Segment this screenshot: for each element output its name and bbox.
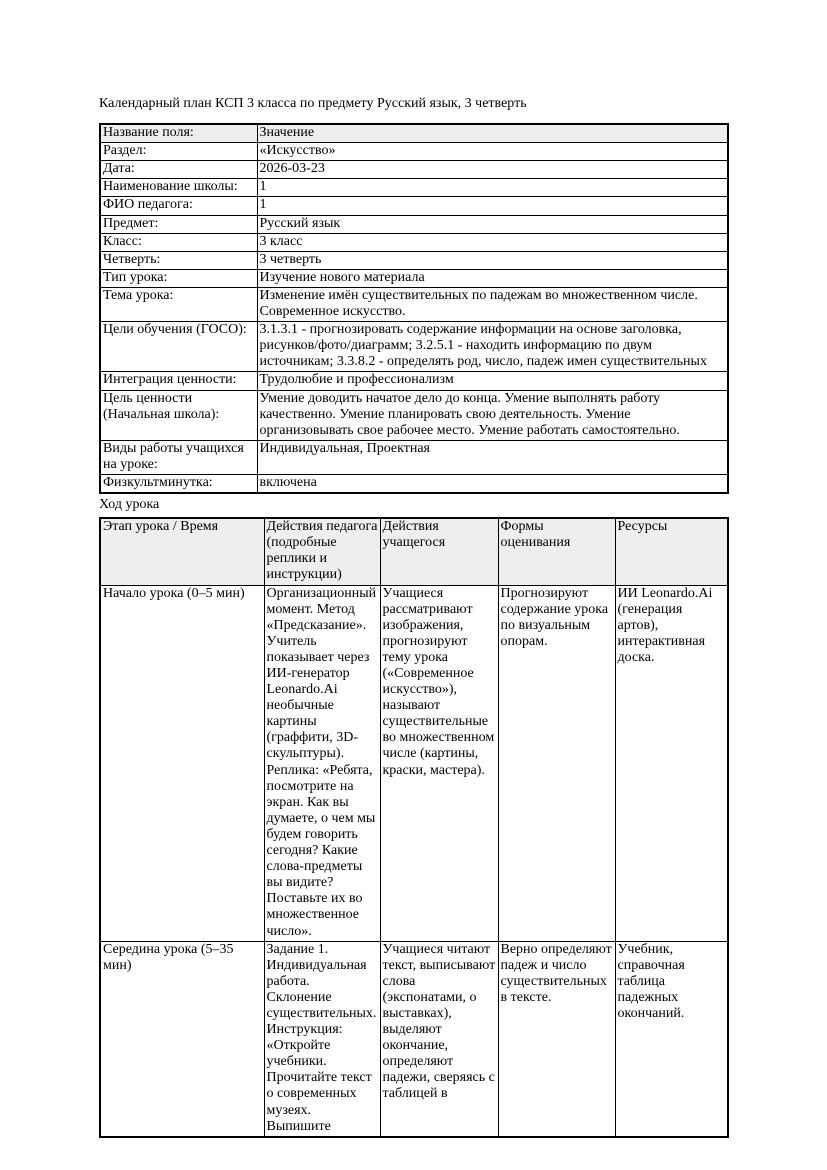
field-value-cell: 3 класс xyxy=(257,233,728,251)
field-label-cell: Физкультминутка: xyxy=(100,474,257,493)
field-value-cell: Изменение имён существительных по падежам во множественном числе. Современное искусство. xyxy=(257,287,728,321)
stage-cell: Начало урока (0–5 мин) xyxy=(100,585,264,941)
meta-row xyxy=(100,440,728,474)
field-label-cell: ФИО педагога: xyxy=(100,197,257,215)
teacher-actions-cell: Задание 1. Индивидуальная работа. Склонение существительных. Инструкция: «Откройте учебники. Прочитайте текст о современных музеях. Выпишите xyxy=(264,941,380,1137)
field-value-cell: Русский язык xyxy=(257,215,728,233)
field-label-cell: Тип урока: xyxy=(100,269,257,287)
page-title: Календарный план КСП 3 класса по предмету Русский язык, 3 четверть xyxy=(99,96,527,111)
flow-column-header: Формы оценивания xyxy=(498,518,615,585)
field-label-cell: Дата: xyxy=(100,161,257,179)
field-value-cell: Умение доводить начатое дело до конца. Умение выполнять работу качественно. Умение планировать свою деятельность. Умение организовывать свое рабочее место. Умение работать самостоятельно. xyxy=(257,390,728,440)
field-value-cell: 2026-03-23 xyxy=(257,161,728,179)
field-label-cell: Цели обучения (ГОСО): xyxy=(100,322,257,372)
flow-row xyxy=(100,585,728,941)
flow-row xyxy=(100,941,728,1137)
field-value-cell: Трудолюбие и профессионализм xyxy=(257,372,728,390)
meta-row xyxy=(100,215,728,233)
field-label-cell: Четверть: xyxy=(100,251,257,269)
teacher-actions-cell: Организационный момент. Метод «Предсказание». Учитель показывает через ИИ-генератор Leonardo.Ai необычные картины (граффити, 3D-скульптуры). Реплика: «Ребята, посмотрите на экран. Как вы думаете, о чем мы будем говорить сегодня? Какие слова-предметы вы видите? Поставьте их во множественное число». xyxy=(264,585,380,941)
field-label-cell: Виды работы учащихся на уроке: xyxy=(100,440,257,474)
field-value-cell: «Искусство» xyxy=(257,143,728,161)
field-label-cell: Наименование школы: xyxy=(100,179,257,197)
meta-row xyxy=(100,287,728,321)
meta-table-body xyxy=(100,124,728,493)
field-value-cell: 3.1.3.1 - прогнозировать содержание информации на основе заголовка, рисунков/фото/диаграмм; 3.2.5.1 - находить информацию по двум источникам; 3.3.8.2 - определять род, число, падеж имен существительных xyxy=(257,322,728,372)
field-value-header: Значение xyxy=(257,124,728,143)
lesson-meta-table xyxy=(99,123,729,494)
section-heading: Ход урока xyxy=(99,497,160,513)
meta-row xyxy=(100,269,728,287)
field-value-cell: Изучение нового материала xyxy=(257,269,728,287)
field-label-cell: Тема урока: xyxy=(100,287,257,321)
meta-row xyxy=(100,179,728,197)
field-value-cell: Индивидуальная, Проектная xyxy=(257,440,728,474)
flow-header-row xyxy=(100,518,728,585)
assessment-cell: Прогнозируют содержание урока по визуальным опорам. xyxy=(498,585,615,941)
meta-row xyxy=(100,474,728,493)
field-label-cell: Класс: xyxy=(100,233,257,251)
flow-column-header: Действия педагога (подробные реплики и инструкции) xyxy=(264,518,380,585)
assessment-cell: Верно определяют падеж и число существительных в тексте. xyxy=(498,941,615,1137)
flow-table-body xyxy=(100,518,728,1137)
student-actions-cell: Учащиеся читают текст, выписывают слова (экспонатами, о выставках), выделяют окончание, определяют падежи, сверяясь с таблицей в xyxy=(380,941,498,1137)
field-label-cell: Цель ценности (Начальная школа): xyxy=(100,390,257,440)
resources-cell: ИИ Leonardo.Ai (генерация артов), интерактивная доска. xyxy=(615,585,728,941)
meta-row xyxy=(100,372,728,390)
field-value-cell: 1 xyxy=(257,179,728,197)
resources-cell: Учебник, справочная таблица падежных окончаний. xyxy=(615,941,728,1137)
flow-column-header: Ресурсы xyxy=(615,518,728,585)
meta-row xyxy=(100,143,728,161)
flow-column-header: Действия учащегося xyxy=(380,518,498,585)
meta-row xyxy=(100,390,728,440)
meta-row xyxy=(100,322,728,372)
meta-row xyxy=(100,251,728,269)
field-label-cell: Предмет: xyxy=(100,215,257,233)
meta-row xyxy=(100,197,728,215)
flow-column-header: Этап урока / Время xyxy=(100,518,264,585)
field-label-cell: Раздел: xyxy=(100,143,257,161)
field-value-cell: включена xyxy=(257,474,728,493)
field-value-cell: 1 xyxy=(257,197,728,215)
meta-header-row xyxy=(100,124,728,143)
lesson-flow-table xyxy=(99,517,729,1138)
stage-cell: Середина урока (5–35 мин) xyxy=(100,941,264,1137)
field-name-header: Название поля: xyxy=(100,124,257,143)
student-actions-cell: Учащиеся рассматривают изображения, прогнозируют тему урока («Современное искусство»), называют существительные во множественном числе (картины, краски, мастера). xyxy=(380,585,498,941)
field-value-cell: 3 четверть xyxy=(257,251,728,269)
meta-row xyxy=(100,161,728,179)
field-label-cell: Интеграция ценности: xyxy=(100,372,257,390)
meta-row xyxy=(100,233,728,251)
